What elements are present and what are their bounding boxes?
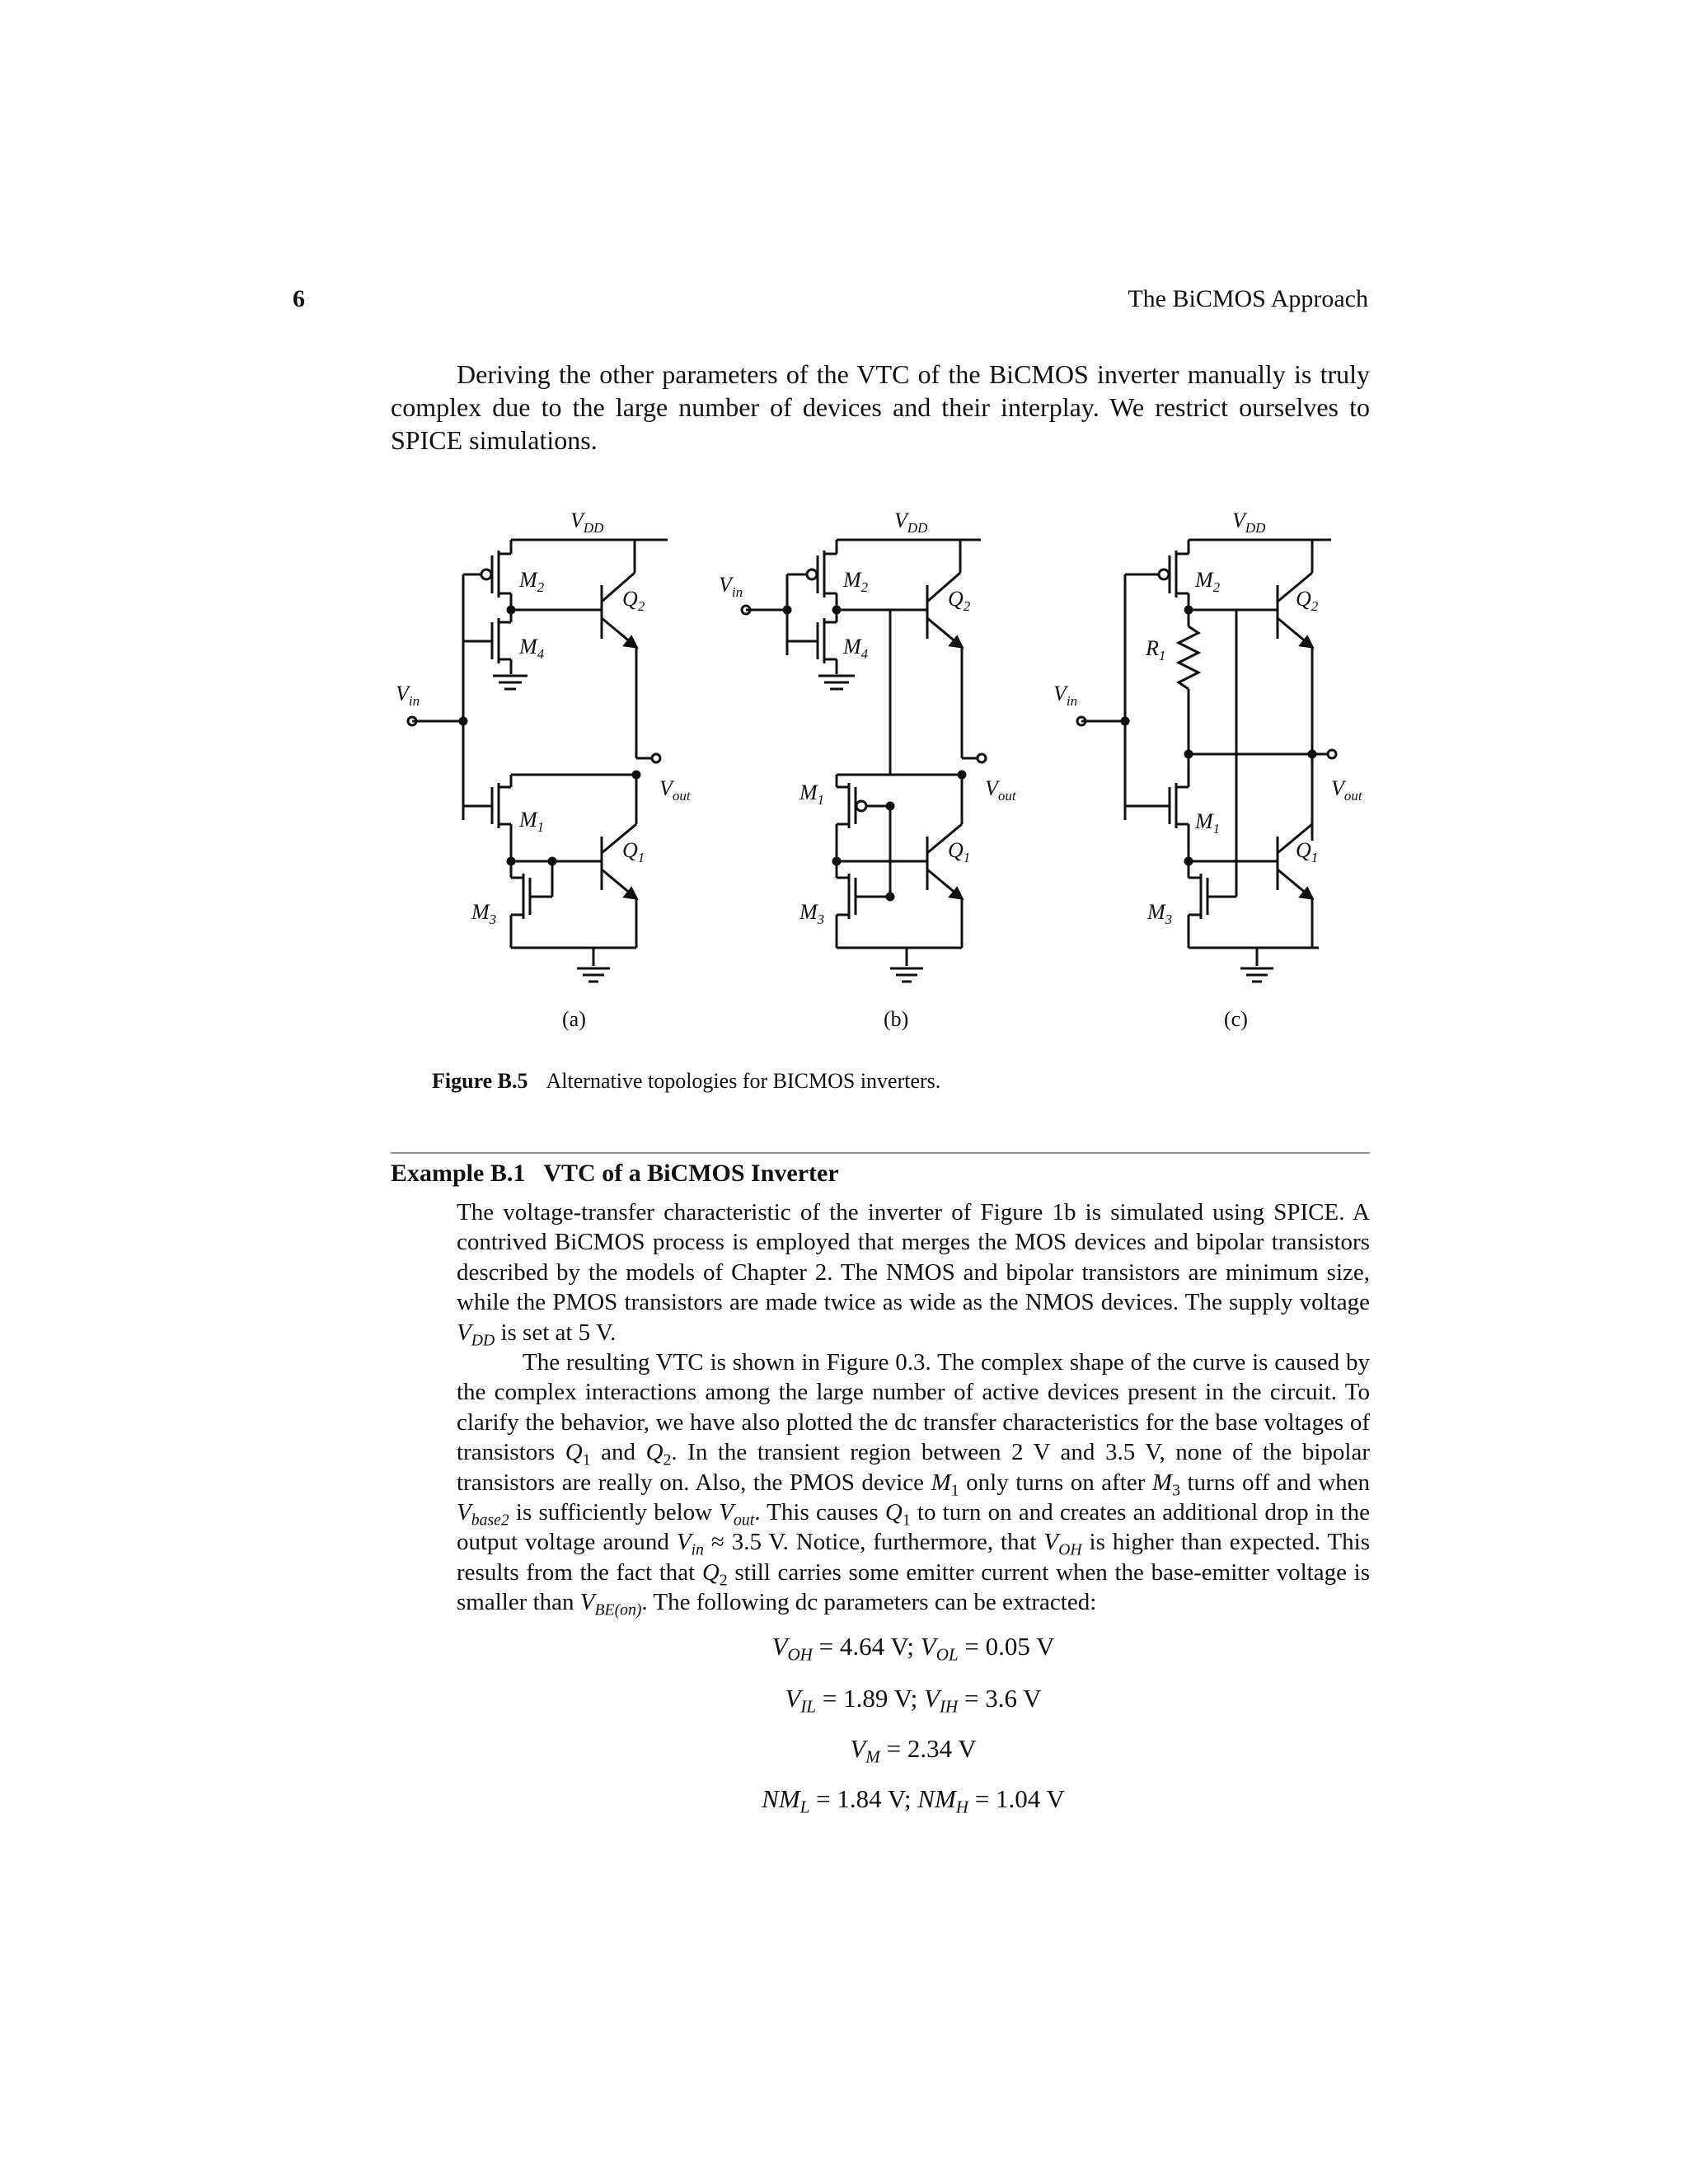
svg-text:Vin: $V_{in}$ bbox=[396, 682, 420, 709]
svg-text:M3: $M_3$ bbox=[1147, 900, 1173, 927]
svg-text:Vin: $V_{in}$ bbox=[1053, 682, 1078, 709]
panel-label-c: (c) bbox=[1224, 1007, 1248, 1031]
bicmos-schematics bbox=[379, 494, 1368, 1055]
svg-text:M2: $M_2$ bbox=[519, 568, 545, 595]
svg-text:M1: $M_1$ bbox=[1195, 809, 1221, 837]
svg-text:Q1: $Q_1$ bbox=[622, 838, 645, 865]
svg-text:M3: $M_3$ bbox=[799, 900, 825, 927]
svg-text:M3: $M_3$ bbox=[471, 900, 497, 927]
svg-text:Q2: $Q_2$ bbox=[622, 587, 645, 614]
example-paragraph-2: The resulting VTC is shown in Figure 0.3. The complex shape of the curve is caused by the complex interactions among the large number of active devices present in the circuit. To clarify the behavior, we have also plotted the dc transfer characteristics for the base voltages of transistors $Q_1$ and $Q_2$. In the transient region between 2 V and 3.5 V, none of the bipolar transistors are really on. Also, the PMOS device $M_1$ only turns on after $M_3$ turns off and when $V_{base2}$ is sufficiently below $V_{out}$. This causes $Q_1$ to turn on and creates an additional drop in the output voltage around $V_{in} \approx 3.5$ V. Notice, furthermore, that $V_{OH}$ is higher than expected. This results from the fact that $Q_2$ still carries some emitter current when the base-emitter voltage is smaller than $V_{BE(on)}$. The following dc parameters can be extracted: bbox=[457, 1349, 1371, 1619]
example-heading bbox=[391, 1160, 839, 1188]
svg-text:M2: $M_2$ bbox=[843, 568, 869, 595]
figure-label: Figure B.5 bbox=[432, 1069, 528, 1093]
equation-vil-vih: $V_{IL} = 1.89$ V; $V_{IH} = 3.6$ V bbox=[785, 1684, 1042, 1717]
panel-label-a: (a) bbox=[562, 1007, 586, 1031]
circuit-c bbox=[1053, 509, 1363, 1031]
svg-text:Vout: $V_{out}$ bbox=[659, 776, 691, 804]
svg-text:Q2: $Q_2$ bbox=[1296, 587, 1319, 614]
svg-text:M4: $M_4$ bbox=[519, 635, 545, 662]
svg-text:M2: $M_2$ bbox=[1195, 568, 1221, 595]
figure-caption bbox=[432, 1069, 940, 1094]
equation-vm: $V_M = 2.34$ V bbox=[850, 1734, 977, 1767]
svg-text:VDD: $V_{DD}$ bbox=[1232, 509, 1266, 536]
intro-paragraph: Deriving the other parameters of the VTC of the BiCMOS inverter manually is truly complex due to the large number of devices and their interplay. We restrict ourselves to SPICE simulations. bbox=[391, 359, 1370, 455]
svg-text:VDD: $V_{DD}$ bbox=[894, 509, 928, 536]
circuit-b bbox=[719, 509, 1017, 1031]
panel-label-b: (b) bbox=[884, 1007, 909, 1031]
example-title: VTC of a BiCMOS Inverter bbox=[543, 1160, 839, 1187]
example-body bbox=[457, 1197, 1370, 1618]
example-paragraph-1: The voltage-transfer characteristic of the inverter of Figure 1b is simulated using SPICE. A contrived BiCMOS process is employed that merges the MOS devices and bipolar transistors described by the models of Chapter 2. The NMOS and bipolar transistors are minimum size, while the PMOS transistors are made twice as wide as the NMOS devices. The supply voltage $V_{DD}$ is set at 5 V. bbox=[457, 1199, 1370, 1349]
svg-text:M4: $M_4$ bbox=[843, 635, 869, 662]
svg-text:Q2: $Q_2$ bbox=[948, 587, 971, 614]
divider bbox=[391, 1152, 1370, 1154]
figure-caption-text: Alternative topologies for BICMOS inverters. bbox=[546, 1069, 941, 1093]
svg-text:Vin: $V_{in}$ bbox=[719, 573, 743, 600]
svg-text:R1: $R_1$ bbox=[1146, 636, 1166, 663]
circuit-a bbox=[396, 509, 692, 1031]
svg-text:Vout: $V_{out}$ bbox=[1331, 776, 1362, 804]
running-title: The BiCMOS Approach bbox=[1128, 285, 1368, 312]
circuit-figure bbox=[379, 494, 1368, 1055]
svg-text:M1: $M_1$ bbox=[799, 780, 825, 808]
svg-text:Q1: $Q_1$ bbox=[1296, 838, 1319, 865]
equation-voh-vol: $V_{OH} = 4.64$ V; $V_{OL} = 0.05$ V bbox=[771, 1632, 1055, 1665]
svg-text:Vout: $V_{out}$ bbox=[985, 776, 1016, 804]
equation-noise-margins: $NM_L = 1.84$ V; $NM_H = 1.04$ V bbox=[762, 1784, 1065, 1817]
svg-text:VDD: $V_{DD}$ bbox=[570, 509, 604, 536]
svg-text:M1: $M_1$ bbox=[519, 808, 545, 835]
page-number: 6 bbox=[293, 285, 305, 312]
example-label: Example B.1 bbox=[391, 1160, 526, 1187]
svg-text:Q1: $Q_1$ bbox=[948, 838, 971, 865]
